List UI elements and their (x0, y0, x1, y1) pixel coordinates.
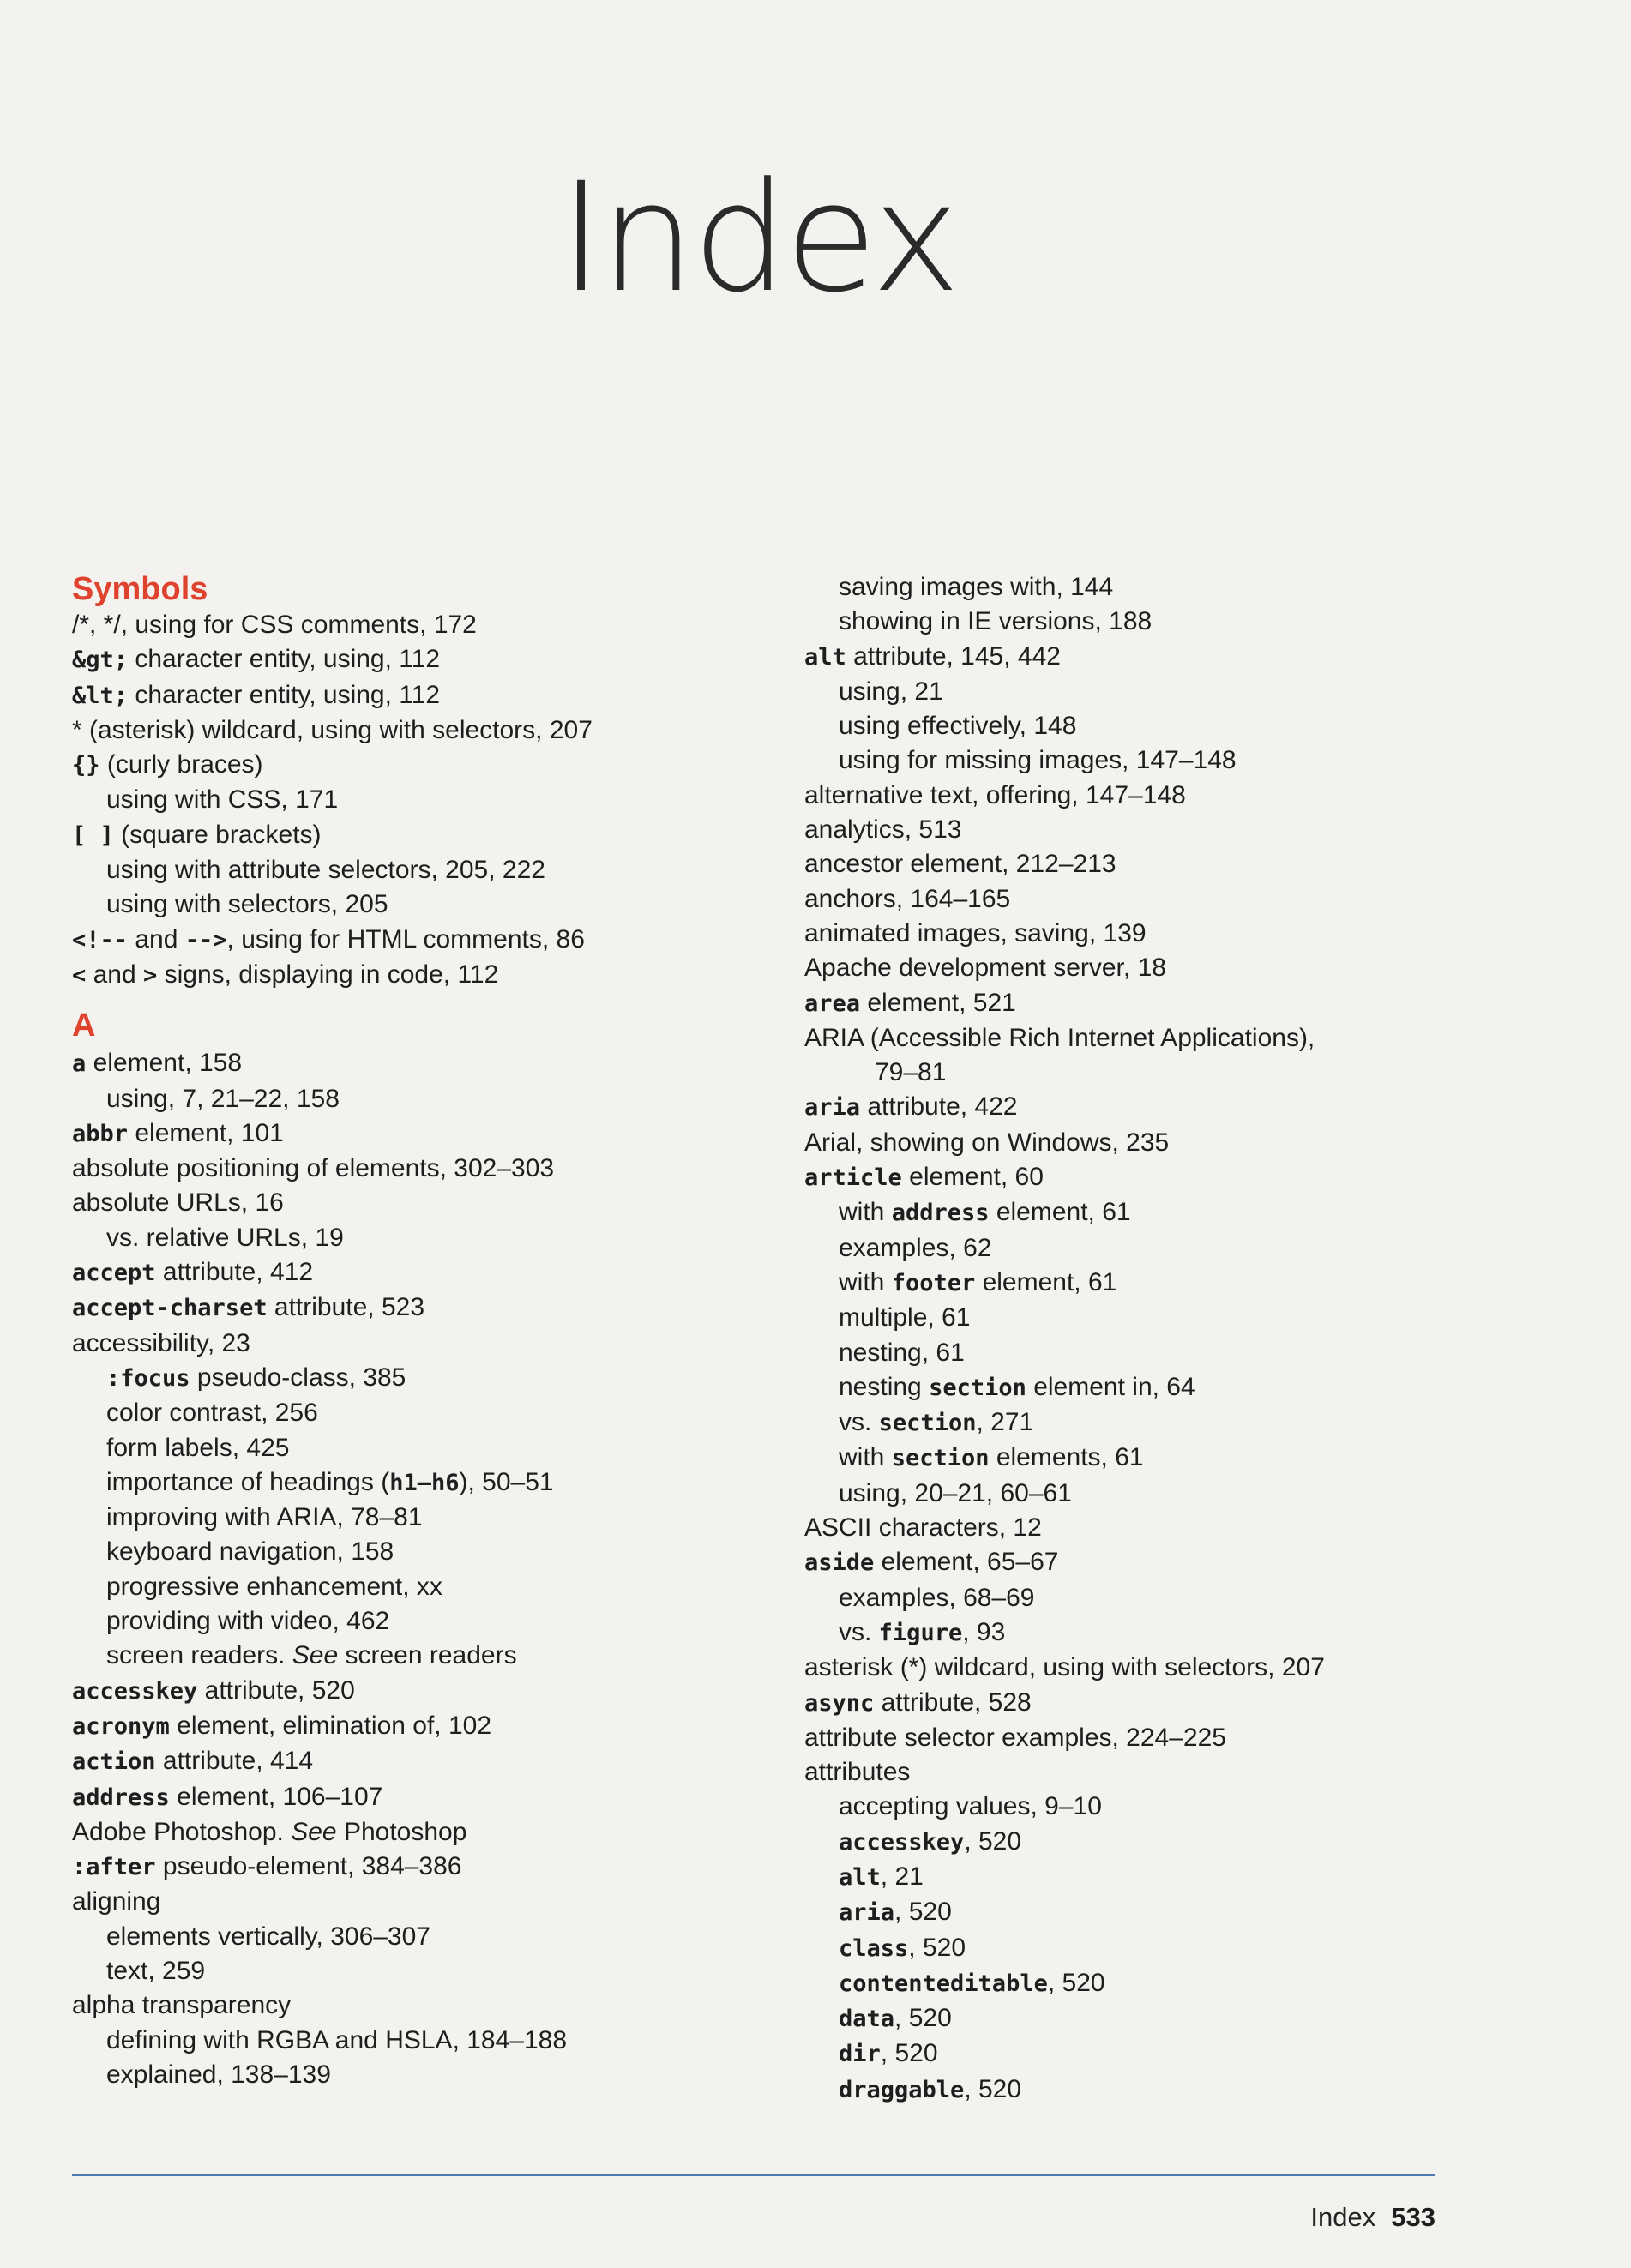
index-entry (72, 1674, 724, 1709)
index-entry (804, 917, 1576, 951)
entry-text: element, 65–67 (874, 1548, 1059, 1577)
entry-text: asterisk (*) wildcard, using with selectors, 207 (804, 1653, 1325, 1682)
index-entry (72, 1327, 724, 1361)
index-subentry (804, 1966, 1576, 2001)
index-subentry (72, 783, 724, 817)
entry-text: examples, 62 (839, 1233, 992, 1262)
index-subentry (72, 1639, 724, 1673)
index-subentry (804, 2036, 1576, 2072)
entry-text: examples, 68–69 (839, 1583, 1035, 1612)
index-entry (72, 1815, 724, 1850)
index-subentry (804, 2072, 1576, 2108)
entry-text: attributes (804, 1758, 911, 1787)
entry-text: * (asterisk) wildcard, using with selectors, 207 (72, 715, 593, 744)
index-subentry (72, 1501, 724, 1535)
code-term: [ ] (72, 821, 114, 849)
entry-text: importance of headings ( (106, 1467, 390, 1496)
entry-text: using with attribute selectors, 205, 222 (106, 856, 545, 885)
page-footer (1310, 2202, 1435, 2233)
entry-text: , 520 (1047, 1968, 1105, 1997)
entry-text: (square brackets) (113, 820, 322, 849)
index-subentry (804, 1231, 1576, 1266)
entry-text: using, 20–21, 60–61 (839, 1478, 1072, 1507)
code-term: section (878, 1410, 977, 1437)
entry-text: attribute, 412 (155, 1258, 314, 1287)
entry-text: attribute selector examples, 224–225 (804, 1723, 1226, 1752)
code-term: aria (804, 1094, 861, 1122)
code-term: accept (72, 1260, 156, 1287)
index-entry (72, 818, 724, 853)
index-entry (72, 1116, 724, 1152)
index-entry (804, 882, 1576, 917)
index-subentry (804, 1825, 1576, 1860)
code-term: &gt; (72, 647, 129, 674)
entry-text: element, 521 (860, 988, 1016, 1017)
code-term: aria (839, 1899, 895, 1927)
index-entry (72, 713, 724, 748)
entry-text: Adobe Photoshop. (72, 1817, 292, 1846)
index-entry (72, 1885, 724, 1919)
entry-text: with (839, 1267, 892, 1296)
code-term: figure (878, 1619, 963, 1646)
code-term: draggable (839, 2076, 965, 2103)
index-subentry (804, 709, 1576, 743)
code-term: acronym (72, 1712, 170, 1740)
entry-text: elements vertically, 306–307 (106, 1922, 430, 1951)
code-term: alt (804, 643, 846, 671)
index-entry (72, 1186, 724, 1220)
index-subentry (804, 1931, 1576, 1966)
code-term: :after (72, 1854, 156, 1881)
entry-text: character entity, using, 112 (128, 645, 441, 674)
index-subentry (804, 1370, 1576, 1405)
index-entry (72, 1255, 724, 1290)
code-term: action (72, 1748, 156, 1776)
entry-text: attribute, 528 (874, 1687, 1032, 1717)
code-term: :focus (106, 1364, 190, 1392)
entry-text: and (128, 924, 185, 954)
entry-text: defining with RGBA and HSLA, 184–188 (106, 2025, 568, 2054)
entry-text: text, 259 (106, 1956, 206, 1985)
index-subentry (72, 1431, 724, 1465)
index-entry (72, 1988, 724, 2023)
index-entry (72, 678, 724, 713)
entry-text: , 520 (880, 2039, 938, 2068)
index-column-right (804, 570, 1576, 2108)
index-subentry (804, 1405, 1576, 1441)
index-subentry (72, 887, 724, 922)
entry-text: providing with video, 462 (106, 1607, 390, 1636)
entry-text: Arial, showing on Windows, 235 (804, 1128, 1170, 1157)
index-entry (72, 923, 724, 958)
entry-text: using with selectors, 205 (106, 890, 388, 919)
code-term: aside (804, 1549, 875, 1577)
index-entry (804, 1126, 1576, 1160)
code-term: abbr (72, 1120, 129, 1147)
code-term: contenteditable (839, 1970, 1048, 1997)
entry-text: using, 21 (839, 677, 943, 706)
entry-text: element, elimination of, 102 (169, 1711, 492, 1740)
entry-text: attribute, 523 (267, 1293, 425, 1322)
index-entry (804, 813, 1576, 847)
index-subentry (804, 1895, 1576, 1930)
index-entry (804, 779, 1576, 813)
code-term: a (72, 1050, 87, 1078)
entry-text: , using for HTML comments, 86 (226, 924, 585, 954)
page-title: Index (558, 150, 958, 326)
index-subentry (72, 1082, 724, 1116)
entry-text: /*, */, using for CSS comments, 172 (72, 611, 477, 639)
entry-text: pseudo-element, 384–386 (155, 1852, 462, 1881)
entry-text: Apache development server, 18 (804, 954, 1166, 983)
footer-rule (72, 2174, 1435, 2176)
index-entry (72, 1290, 724, 1326)
entry-text: element in, 64 (1026, 1372, 1195, 1401)
entry-text: attribute, 520 (197, 1675, 355, 1705)
entry-text: using effectively, 148 (839, 712, 1077, 741)
code-term: async (804, 1689, 875, 1717)
entry-text: element, 106–107 (169, 1782, 383, 1811)
entry-text: , 520 (964, 1826, 1022, 1856)
index-subentry (72, 1361, 724, 1396)
entry-text: improving with ARIA, 78–81 (106, 1503, 423, 1532)
entry-text: element, 158 (86, 1049, 243, 1078)
code-term: accesskey (839, 1828, 965, 1856)
entry-text: accessibility, 23 (72, 1328, 250, 1357)
entry-text: 79–81 (875, 1058, 947, 1087)
index-subentry (72, 1396, 724, 1430)
code-term: class (839, 1934, 909, 1962)
entry-text: absolute URLs, 16 (72, 1188, 284, 1218)
code-term: section (929, 1374, 1026, 1401)
index-entry (804, 986, 1576, 1021)
entry-text: nesting, 61 (839, 1338, 965, 1367)
index-subentry (72, 2058, 724, 2092)
code-term: accesskey (72, 1677, 198, 1705)
index-subentry (72, 1570, 724, 1604)
entry-text: attribute, 422 (860, 1092, 1018, 1122)
code-term: h1–h6 (389, 1469, 460, 1496)
index-subentry (72, 1465, 724, 1501)
index-entry (72, 748, 724, 783)
index-subentry (804, 1477, 1576, 1511)
index-subentry (804, 1266, 1576, 1301)
entry-text: using with CSS, 171 (106, 785, 339, 815)
entry-text: saving images with, 144 (839, 573, 1114, 601)
entry-text: with (839, 1198, 892, 1227)
index-entry (804, 640, 1576, 675)
entry-text: ARIA (Accessible Rich Internet Applications), (804, 1023, 1315, 1052)
index-entry (72, 1152, 724, 1186)
index-entry (804, 1686, 1576, 1721)
entry-text: alpha transparency (72, 1991, 292, 2020)
entry-text: screen readers. (106, 1641, 292, 1670)
entry-text: vs. (839, 1617, 879, 1646)
entry-text: absolute positioning of elements, 302–303 (72, 1154, 555, 1183)
index-subentry (804, 1301, 1576, 1335)
entry-text: explained, 138–139 (106, 2060, 331, 2089)
entry-text: attribute, 414 (155, 1747, 314, 1776)
code-term: > (143, 961, 158, 989)
entry-text: element, 101 (128, 1118, 284, 1147)
entry-text: element, 60 (901, 1163, 1044, 1192)
index-subentry (804, 1615, 1576, 1651)
entry-text: , 520 (894, 1898, 952, 1927)
entry-text: screen readers (338, 1641, 517, 1670)
entry-text: multiple, 61 (839, 1303, 971, 1333)
footer-label: Index (1310, 2202, 1376, 2232)
index-subentry (804, 605, 1576, 639)
entry-text: with (839, 1443, 892, 1472)
entry-text: showing in IE versions, 188 (839, 607, 1153, 636)
index-entry (72, 608, 724, 642)
index-subentry (804, 1056, 1576, 1090)
entry-text: aligning (72, 1887, 161, 1916)
index-subentry (804, 1581, 1576, 1615)
index-entry (804, 951, 1576, 985)
entry-text: nesting (839, 1372, 930, 1401)
code-term: footer (891, 1269, 976, 1296)
entry-text: character entity, using, 112 (128, 680, 441, 709)
entry-text: signs, displaying in code, 112 (157, 960, 499, 989)
entry-text: analytics, 513 (804, 815, 962, 845)
entry-text: form labels, 425 (106, 1433, 290, 1462)
index-entry (72, 1046, 724, 1081)
entry-text: accepting values, 9–10 (839, 1792, 1102, 1821)
entry-text: , 93 (962, 1617, 1006, 1646)
entry-text: ), 50–51 (459, 1467, 554, 1496)
code-term: address (891, 1200, 990, 1227)
index-entry (804, 1511, 1576, 1545)
code-term: --> (184, 926, 227, 954)
index-entry (804, 1651, 1576, 1685)
entry-text: , 520 (894, 2004, 952, 2033)
entry-text: pseudo-class, 385 (190, 1363, 406, 1392)
index-subentry (72, 1954, 724, 1988)
see-reference: See (292, 1641, 339, 1670)
index-subentry (72, 1221, 724, 1255)
index-section-heading: Symbols (72, 571, 208, 607)
code-term: < (72, 961, 87, 989)
code-term: &lt; (72, 682, 129, 709)
index-subentry (804, 570, 1576, 605)
code-term: {} (72, 752, 100, 779)
entry-text: attribute, 145, 442 (846, 641, 1061, 671)
index-subentry (804, 1195, 1576, 1230)
entry-text: vs. (839, 1408, 879, 1437)
index-entry (804, 1545, 1576, 1580)
entry-text: vs. relative URLs, 19 (106, 1223, 344, 1252)
index-subentry (72, 1535, 724, 1569)
entry-text: (curly braces) (99, 750, 263, 779)
page-number: 533 (1391, 2202, 1435, 2232)
index-entry (804, 1090, 1576, 1125)
entry-text: Photoshop (336, 1817, 467, 1846)
entry-text: alternative text, offering, 147–148 (804, 780, 1186, 809)
entry-text: ASCII characters, 12 (804, 1513, 1042, 1543)
index-entry (804, 1021, 1576, 1056)
code-term: area (804, 990, 861, 1017)
index-subentry (72, 1920, 724, 1954)
code-term: <!-- (72, 926, 129, 954)
entry-text: , 21 (880, 1862, 924, 1891)
index-entry (72, 1780, 724, 1815)
entry-text: , 520 (908, 1933, 966, 1962)
entry-text: ancestor element, 212–213 (804, 850, 1116, 879)
entry-text: element, 61 (975, 1267, 1117, 1296)
entry-text: progressive enhancement, xx (106, 1572, 442, 1601)
index-entry (72, 642, 724, 677)
code-term: section (891, 1445, 990, 1472)
index-entry (72, 958, 724, 993)
index-entry (804, 1160, 1576, 1195)
index-entry (72, 1850, 724, 1885)
index-subentry (72, 2024, 724, 2058)
entry-text: keyboard navigation, 158 (106, 1537, 394, 1567)
index-subentry (804, 743, 1576, 778)
entry-text: element, 61 (989, 1198, 1131, 1227)
index-entry (804, 1755, 1576, 1790)
index-subentry (72, 853, 724, 887)
entry-text: , 271 (976, 1408, 1034, 1437)
index-entry (804, 1721, 1576, 1755)
index-entry (72, 1709, 724, 1744)
code-term: article (804, 1164, 902, 1192)
index-entry (804, 847, 1576, 881)
index-subentry (804, 1336, 1576, 1370)
code-term: accept-charset (72, 1295, 268, 1322)
see-reference: See (291, 1817, 337, 1846)
index-subentry (804, 1860, 1576, 1895)
index-subentry (72, 1604, 724, 1639)
entry-text: color contrast, 256 (106, 1399, 318, 1428)
entry-text: and (86, 960, 143, 989)
entry-text: anchors, 164–165 (804, 884, 1011, 913)
code-term: data (839, 2006, 895, 2033)
entry-text: animated images, saving, 139 (804, 918, 1147, 948)
index-subentry (804, 675, 1576, 709)
index-section-heading: A (72, 1008, 96, 1044)
index-entry (72, 1744, 724, 1779)
index-subentry (804, 1790, 1576, 1824)
entry-text: using, 7, 21–22, 158 (106, 1084, 340, 1113)
code-term: dir (839, 2041, 881, 2068)
entry-text: using for missing images, 147–148 (839, 746, 1237, 775)
index-subentry (804, 1441, 1576, 1476)
entry-text: , 520 (964, 2074, 1022, 2103)
entry-text: elements, 61 (989, 1443, 1144, 1472)
index-subentry (804, 2001, 1576, 2036)
index-column-left (72, 570, 724, 2092)
code-term: address (72, 1784, 170, 1811)
code-term: alt (839, 1863, 881, 1891)
